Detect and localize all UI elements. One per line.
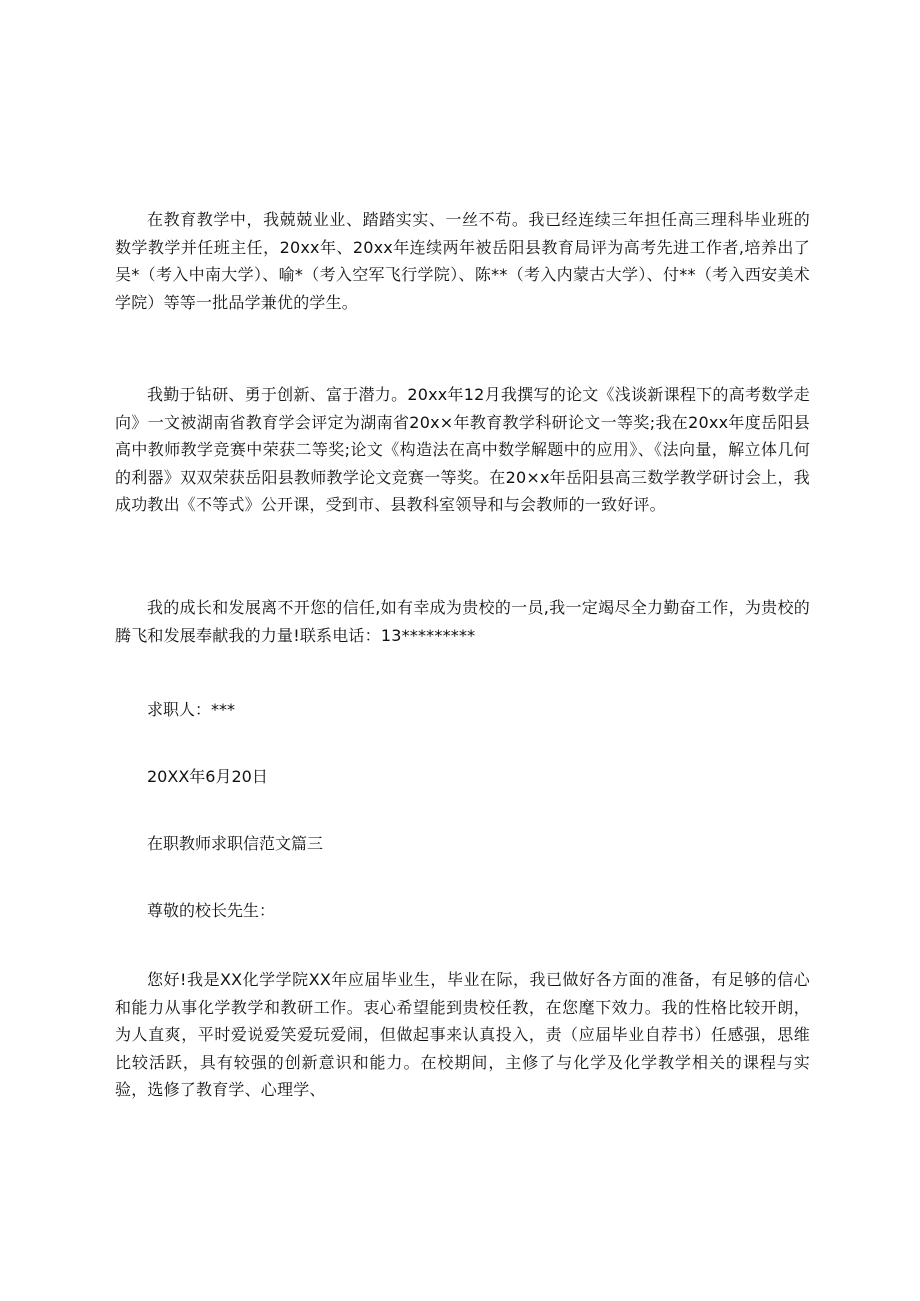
paragraph-research-awards: 我勤于钻研、勇于创新、富于潜力。20xx年12月我撰写的论文《浅谈新课程下的高考数学走向》一文被湖南省教育学会评定为湖南省20x×年教育教学科研论文一等奖;我在20xx年度岳阳县高中教师教学竞赛中荣获二等奖;论文《构造法在高中数学解题中的应用》、《法向量，解立体几何的利器》双双荣获岳阳县教师教学论文竞赛一等奖。在20×x年岳阳县高三数学教学研讨会上，我成功教出《不等式》公开课，受到市、县教科室领导和与会教师的一致好评。 [115,385,810,514]
salutation-line: 尊敬的校长先生： [147,901,276,920]
paragraph-introduction: 您好!我是XX化学学院XX年应届毕业生，毕业在际，我已做好各方面的准备，有足够的信心和能力从事化学教学和教研工作。衷心希望能到贵校任教，在您麾下效力。我的性格比较开朗，为人直爽，平时爱说爱笑爱玩爱闹，但做起事来认真投入，责（应届毕业自荐书）任感强，思维比较活跃，具有较强的创新意识和能力。在校期间，主修了与化学及化学教学相关的课程与实验，选修了教育学、心理学、 [115,970,810,1099]
date-line: 20XX年6月20日 [147,767,268,786]
signer-line: 求职人：*** [147,700,236,719]
paragraph-teaching-achievements: 在教育教学中，我兢兢业业、踏踏实实、一丝不苟。我已经连续三年担任高三理科毕业班的数学教学并任班主任，20xx年、20xx年连续两年被岳阳县教育局评为高考先进工作者,培养出了吴*（考入中南大学）、喻*（考入空军飞行学院）、陈**（考入内蒙古大学）、付**（考入西安美术学院）等等一批品学兼优的学生。 [115,210,810,312]
section-heading: 在职教师求职信范文篇三 [147,834,324,853]
paragraph-commitment-contact: 我的成长和发展离不开您的信任,如有幸成为贵校的一员,我一定竭尽全力勤奋工作，为贵校的腾飞和发展奉献我的力量!联系电话：13********* [115,598,810,645]
